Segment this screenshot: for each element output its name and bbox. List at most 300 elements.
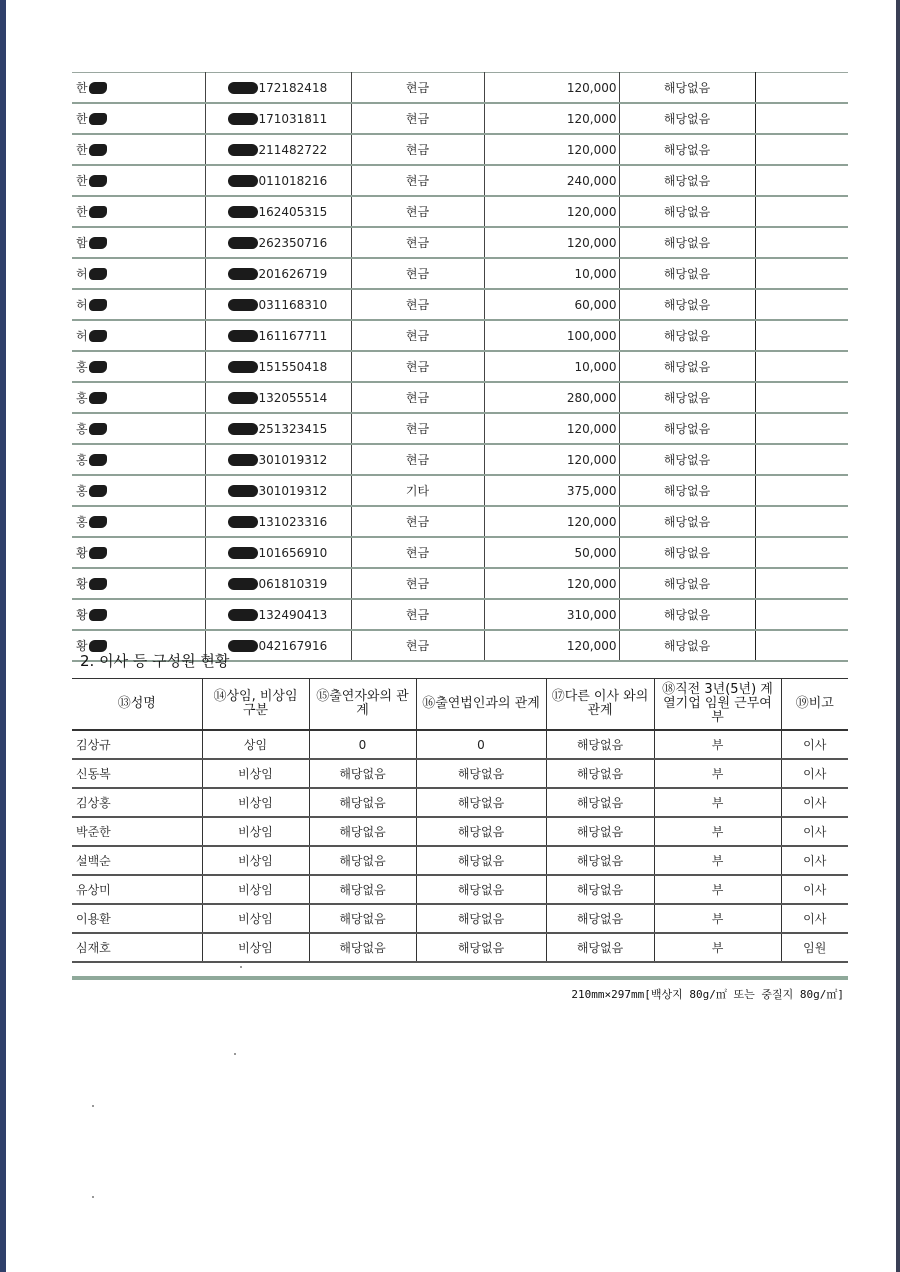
donation-row (72, 320, 848, 351)
relation-to-directors-cell: 해당없음 (546, 875, 654, 904)
donation-row (72, 382, 848, 413)
donation-type-cell (351, 227, 484, 258)
donation-blank-cell (755, 73, 848, 104)
donation-status-cell (619, 599, 755, 630)
donation-amount-text: 120,000 (566, 111, 617, 126)
relation-to-donor-cell: 0 (309, 730, 416, 759)
donation-status-cell (619, 475, 755, 506)
donation-status-cell (619, 413, 755, 444)
donor-name-text: 한 (76, 174, 88, 188)
donation-type-text: 현금 (405, 360, 430, 374)
donation-blank-cell (755, 537, 848, 568)
paper-spec-note: 210mm×297mm[백상지 80g/㎡ 또는 중질지 80g/㎡] (571, 988, 844, 1001)
donation-type-cell (351, 413, 484, 444)
donation-type-cell (351, 103, 484, 134)
donor-name-text: 한 (76, 81, 88, 95)
donation-amount-text: 120,000 (566, 452, 617, 467)
donation-amount-text: 120,000 (566, 638, 617, 653)
redaction-mark (228, 423, 258, 435)
donor-name-text: 홍 (76, 515, 88, 529)
redaction-mark (89, 516, 107, 528)
donation-amount-cell (484, 599, 619, 630)
redaction-mark (89, 237, 107, 249)
donor-id-text: 101656910 (258, 545, 328, 560)
donation-blank-cell (755, 444, 848, 475)
donor-id-cell (205, 227, 351, 258)
donation-table-body (72, 73, 848, 662)
donation-status-text: 해당없음 (663, 484, 711, 498)
donor-name-text: 한 (76, 205, 88, 219)
donation-type-cell (351, 165, 484, 196)
donation-amount-cell (484, 630, 619, 661)
donor-name-text: 홍 (76, 391, 88, 405)
donation-type-cell (351, 506, 484, 537)
donation-row (72, 599, 848, 630)
relation-to-corp-cell: 해당없음 (416, 817, 546, 846)
donor-id-text: 301019312 (258, 483, 328, 498)
donation-type-text: 현금 (405, 515, 430, 529)
donation-amount-text: 50,000 (574, 545, 617, 560)
donor-id-text: 211482722 (258, 142, 328, 157)
member-name-cell: 박준한 (72, 817, 202, 846)
donation-row (72, 351, 848, 382)
donation-type-text: 현금 (405, 174, 430, 188)
donation-row (72, 475, 848, 506)
donation-amount-text: 375,000 (566, 483, 617, 498)
donor-id-cell (205, 351, 351, 382)
relation-to-corp-cell: 해당없음 (416, 904, 546, 933)
redaction-mark (89, 547, 107, 559)
donor-id-text: 162405315 (258, 204, 328, 219)
relation-to-corp-cell: 0 (416, 730, 546, 759)
donation-status-cell (619, 320, 755, 351)
donation-amount-cell (484, 475, 619, 506)
donation-type-cell (351, 289, 484, 320)
member-row (72, 846, 848, 875)
donor-name-text: 허 (76, 267, 88, 281)
donation-amount-text: 280,000 (566, 390, 617, 405)
member-name-cell: 심재호 (72, 933, 202, 962)
redaction-mark (228, 547, 258, 559)
donation-row (72, 413, 848, 444)
scan-edge-right (896, 0, 900, 1272)
donor-id-cell (205, 165, 351, 196)
member-role-type-cell: 비상임 (202, 904, 309, 933)
donation-type-cell (351, 568, 484, 599)
donor-id-text: 161167711 (258, 328, 328, 343)
donation-amount-text: 120,000 (566, 576, 617, 591)
redaction-mark (89, 392, 107, 404)
donation-status-text: 해당없음 (663, 112, 711, 126)
donation-amount-text: 120,000 (566, 204, 617, 219)
donation-status-cell (619, 289, 755, 320)
donor-id-cell (205, 73, 351, 104)
scan-speck (92, 1196, 94, 1198)
donation-status-cell (619, 227, 755, 258)
donation-row (72, 165, 848, 196)
donation-amount-cell (484, 568, 619, 599)
donation-amount-cell (484, 227, 619, 258)
donor-id-text: 132490413 (258, 607, 328, 622)
member-role-type-cell: 비상임 (202, 817, 309, 846)
redaction-mark (228, 144, 258, 156)
donor-id-cell (205, 413, 351, 444)
donation-amount-text: 60,000 (574, 297, 617, 312)
donation-amount-cell (484, 506, 619, 537)
donation-status-cell (619, 134, 755, 165)
donation-status-text: 해당없음 (663, 81, 711, 95)
redaction-mark (228, 361, 258, 373)
donation-status-cell (619, 568, 755, 599)
donation-type-text: 현금 (405, 267, 430, 281)
donation-amount-cell (484, 320, 619, 351)
donation-status-text: 해당없음 (663, 391, 711, 405)
member-remark-cell: 이사 (781, 817, 848, 846)
donation-blank-cell (755, 351, 848, 382)
members-column-header: ⑯출연법인과의 관계 (416, 679, 546, 731)
redaction-mark (228, 392, 258, 404)
relation-to-directors-cell: 해당없음 (546, 846, 654, 875)
donation-type-text: 현금 (405, 205, 430, 219)
affiliate-history-cell: 부 (654, 817, 781, 846)
redaction-mark (89, 113, 107, 125)
scan-speck (234, 1053, 236, 1055)
donation-blank-cell (755, 289, 848, 320)
donor-id-cell (205, 320, 351, 351)
donor-id-cell (205, 196, 351, 227)
member-remark-cell: 이사 (781, 788, 848, 817)
relation-to-donor-cell: 해당없음 (309, 904, 416, 933)
members-column-header: ⑭상임, 비상임 구분 (202, 679, 309, 731)
donor-id-cell (205, 103, 351, 134)
relation-to-corp-cell: 해당없음 (416, 875, 546, 904)
donation-status-cell (619, 506, 755, 537)
donation-row (72, 289, 848, 320)
donor-id-cell (205, 382, 351, 413)
member-name-cell: 이용환 (72, 904, 202, 933)
donation-type-cell (351, 196, 484, 227)
donor-name-text: 한 (76, 112, 88, 126)
affiliate-history-cell: 부 (654, 875, 781, 904)
redaction-mark (228, 330, 258, 342)
donation-status-text: 해당없음 (663, 422, 711, 436)
donation-status-text: 해당없음 (663, 236, 711, 250)
affiliate-history-cell: 부 (654, 846, 781, 875)
member-row (72, 817, 848, 846)
relation-to-directors-cell: 해당없음 (546, 759, 654, 788)
donation-type-text: 기타 (405, 484, 430, 498)
relation-to-corp-cell: 해당없음 (416, 846, 546, 875)
donation-type-cell (351, 258, 484, 289)
donor-name-cell (72, 351, 205, 382)
relation-to-corp-cell: 해당없음 (416, 788, 546, 817)
member-row (72, 730, 848, 759)
donation-type-text: 현금 (405, 422, 430, 436)
affiliate-history-cell: 부 (654, 759, 781, 788)
donor-id-cell (205, 506, 351, 537)
member-row (72, 759, 848, 788)
redaction-mark (228, 175, 258, 187)
donation-type-cell (351, 475, 484, 506)
donation-blank-cell (755, 382, 848, 413)
redaction-mark (89, 268, 107, 280)
donor-id-text: 031168310 (258, 297, 328, 312)
donation-blank-cell (755, 134, 848, 165)
donation-type-text: 현금 (405, 639, 430, 653)
donation-status-text: 해당없음 (663, 608, 711, 622)
relation-to-donor-cell: 해당없음 (309, 875, 416, 904)
donation-type-text: 현금 (405, 298, 430, 312)
donation-status-cell (619, 351, 755, 382)
donor-id-text: 061810319 (258, 576, 328, 591)
member-remark-cell: 이사 (781, 904, 848, 933)
members-column-header: ⑬성명 (72, 679, 202, 731)
donation-row (72, 103, 848, 134)
donor-id-cell (205, 258, 351, 289)
redaction-mark (89, 578, 107, 590)
members-table (72, 678, 848, 963)
donation-row (72, 537, 848, 568)
donor-name-cell (72, 475, 205, 506)
redaction-mark (228, 454, 258, 466)
redaction-mark (89, 485, 107, 497)
redaction-mark (89, 609, 107, 621)
scan-speck (92, 1105, 94, 1107)
member-remark-cell: 이사 (781, 846, 848, 875)
affiliate-history-cell: 부 (654, 933, 781, 962)
donation-amount-cell (484, 537, 619, 568)
donor-name-cell (72, 165, 205, 196)
donation-row (72, 258, 848, 289)
member-role-type-cell: 비상임 (202, 788, 309, 817)
donation-type-cell (351, 73, 484, 104)
redaction-mark (228, 609, 258, 621)
donor-name-cell (72, 537, 205, 568)
donor-name-text: 홍 (76, 422, 88, 436)
donation-status-cell (619, 444, 755, 475)
member-row (72, 875, 848, 904)
donation-type-text: 현금 (405, 112, 430, 126)
donation-type-text: 현금 (405, 81, 430, 95)
donation-status-cell (619, 630, 755, 661)
donor-name-cell (72, 599, 205, 630)
donor-name-text: 황 (76, 577, 88, 591)
donor-id-text: 042167916 (258, 638, 328, 653)
member-row (72, 904, 848, 933)
donation-status-text: 해당없음 (663, 267, 711, 281)
donor-name-cell (72, 568, 205, 599)
relation-to-corp-cell: 해당없음 (416, 759, 546, 788)
donation-status-text: 해당없음 (663, 360, 711, 374)
redaction-mark (89, 423, 107, 435)
member-remark-cell: 이사 (781, 759, 848, 788)
donation-status-text: 해당없음 (663, 329, 711, 343)
donation-type-cell (351, 630, 484, 661)
donation-amount-cell (484, 134, 619, 165)
redaction-mark (228, 299, 258, 311)
redaction-mark (228, 237, 258, 249)
donor-name-text: 허 (76, 329, 88, 343)
relation-to-donor-cell: 해당없음 (309, 759, 416, 788)
donation-status-text: 해당없음 (663, 546, 711, 560)
redaction-mark (228, 485, 258, 497)
donation-status-text: 해당없음 (663, 515, 711, 529)
donor-id-cell (205, 568, 351, 599)
donation-row (72, 227, 848, 258)
donation-amount-cell (484, 196, 619, 227)
donor-id-text: 171031811 (258, 111, 328, 126)
donation-status-text: 해당없음 (663, 577, 711, 591)
member-role-type-cell: 비상임 (202, 875, 309, 904)
donation-type-cell (351, 320, 484, 351)
donation-amount-cell (484, 351, 619, 382)
members-column-header: ⑮출연자와의 관계 (309, 679, 416, 731)
donation-status-text: 해당없음 (663, 143, 711, 157)
donation-blank-cell (755, 258, 848, 289)
donor-name-text: 홍 (76, 453, 88, 467)
redaction-mark (89, 175, 107, 187)
redaction-mark (89, 82, 107, 94)
donor-name-text: 황 (76, 608, 88, 622)
donation-type-text: 현금 (405, 236, 430, 250)
donor-id-text: 201626719 (258, 266, 328, 281)
donor-name-text: 황 (76, 546, 88, 560)
donor-id-text: 262350716 (258, 235, 328, 250)
donation-amount-cell (484, 165, 619, 196)
donor-name-cell (72, 103, 205, 134)
donation-status-cell (619, 165, 755, 196)
donation-row (72, 506, 848, 537)
donor-name-cell (72, 506, 205, 537)
donation-blank-cell (755, 103, 848, 134)
relation-to-donor-cell: 해당없음 (309, 817, 416, 846)
donation-blank-cell (755, 475, 848, 506)
donor-name-cell (72, 227, 205, 258)
donor-id-cell (205, 134, 351, 165)
relation-to-corp-cell: 해당없음 (416, 933, 546, 962)
donation-blank-cell (755, 413, 848, 444)
donation-amount-text: 120,000 (566, 421, 617, 436)
members-header-row (72, 679, 848, 731)
donation-amount-text: 10,000 (574, 266, 617, 281)
members-column-header: ⑲비고 (781, 679, 848, 731)
redaction-mark (228, 640, 258, 652)
donation-blank-cell (755, 506, 848, 537)
donation-amount-cell (484, 103, 619, 134)
donation-status-cell (619, 196, 755, 227)
donation-amount-text: 120,000 (566, 142, 617, 157)
donation-amount-text: 100,000 (566, 328, 617, 343)
donation-amount-cell (484, 258, 619, 289)
donation-type-cell (351, 537, 484, 568)
member-role-type-cell: 비상임 (202, 933, 309, 962)
scan-speck (240, 966, 242, 968)
redaction-mark (89, 361, 107, 373)
relation-to-donor-cell: 해당없음 (309, 788, 416, 817)
member-name-cell: 신동복 (72, 759, 202, 788)
donation-amount-cell (484, 382, 619, 413)
donor-name-text: 함 (76, 236, 88, 250)
donation-blank-cell (755, 165, 848, 196)
donation-row (72, 568, 848, 599)
redaction-mark (89, 206, 107, 218)
donation-status-cell (619, 103, 755, 134)
member-name-cell: 설백순 (72, 846, 202, 875)
donor-name-text: 황 (76, 639, 88, 653)
donation-amount-cell (484, 413, 619, 444)
donor-id-text: 132055514 (258, 390, 328, 405)
donation-amount-cell (484, 444, 619, 475)
donation-type-text: 현금 (405, 453, 430, 467)
donation-type-cell (351, 382, 484, 413)
donor-id-cell (205, 289, 351, 320)
donation-blank-cell (755, 196, 848, 227)
donation-status-cell (619, 258, 755, 289)
donation-row (72, 134, 848, 165)
donor-name-cell (72, 444, 205, 475)
donation-type-text: 현금 (405, 391, 430, 405)
member-row (72, 933, 848, 962)
donor-id-cell (205, 537, 351, 568)
member-role-type-cell: 비상임 (202, 759, 309, 788)
donation-type-text: 현금 (405, 577, 430, 591)
donation-type-cell (351, 134, 484, 165)
member-row (72, 788, 848, 817)
donor-name-cell (72, 289, 205, 320)
donation-status-cell (619, 537, 755, 568)
donor-name-text: 홍 (76, 484, 88, 498)
donor-id-text: 251323415 (258, 421, 328, 436)
donor-id-text: 151550418 (258, 359, 328, 374)
redaction-mark (89, 330, 107, 342)
donation-type-cell (351, 444, 484, 475)
donor-name-text: 홍 (76, 360, 88, 374)
members-table-body (72, 730, 848, 962)
donation-row (72, 196, 848, 227)
donation-type-cell (351, 599, 484, 630)
donor-name-cell (72, 382, 205, 413)
donation-type-text: 현금 (405, 329, 430, 343)
donor-name-cell (72, 413, 205, 444)
member-name-cell: 유상미 (72, 875, 202, 904)
affiliate-history-cell: 부 (654, 788, 781, 817)
donation-row (72, 73, 848, 104)
donation-status-text: 해당없음 (663, 453, 711, 467)
relation-to-donor-cell: 해당없음 (309, 933, 416, 962)
member-remark-cell: 임원 (781, 933, 848, 962)
affiliate-history-cell: 부 (654, 904, 781, 933)
relation-to-directors-cell: 해당없음 (546, 788, 654, 817)
donor-name-cell (72, 196, 205, 227)
section-title: 2. 이사 등 구성원 현황 (80, 652, 230, 670)
donation-status-text: 해당없음 (663, 298, 711, 312)
donation-amount-cell (484, 73, 619, 104)
donation-type-text: 현금 (405, 608, 430, 622)
redaction-mark (89, 299, 107, 311)
donation-type-text: 현금 (405, 143, 430, 157)
donation-amount-text: 120,000 (566, 235, 617, 250)
donor-id-cell (205, 475, 351, 506)
redaction-mark (228, 268, 258, 280)
relation-to-donor-cell: 해당없음 (309, 846, 416, 875)
members-column-header: ⑰다른 이사 와의 관계 (546, 679, 654, 731)
donation-blank-cell (755, 320, 848, 351)
donor-name-text: 허 (76, 298, 88, 312)
redaction-mark (228, 578, 258, 590)
members-column-header: ⑱직전 3년(5년) 계열기업 임원 근무여부 (654, 679, 781, 731)
donor-id-cell (205, 444, 351, 475)
donation-status-text: 해당없음 (663, 639, 711, 653)
